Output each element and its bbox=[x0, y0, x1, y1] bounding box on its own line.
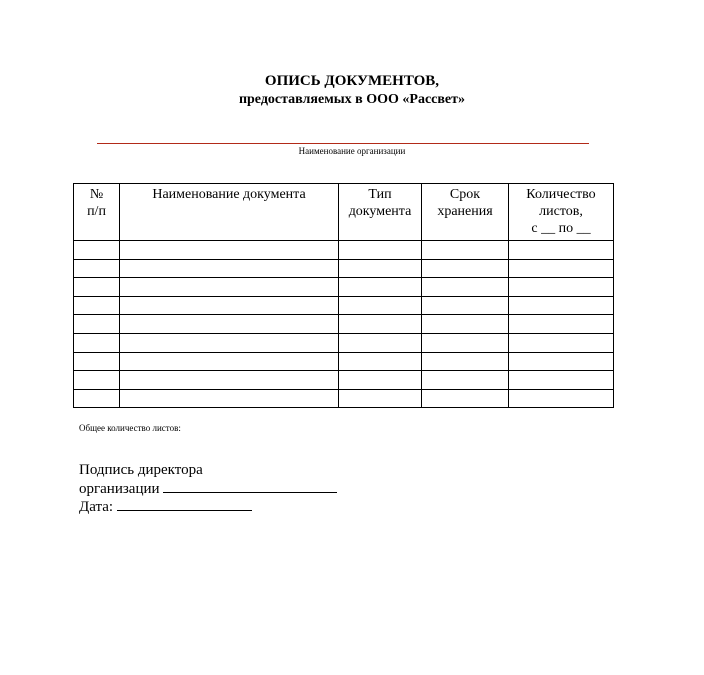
table-cell[interactable] bbox=[120, 259, 339, 278]
table-cell[interactable] bbox=[339, 278, 422, 297]
column-header-document-name: Наименование документа bbox=[120, 184, 339, 241]
organization-label: организации bbox=[79, 481, 160, 497]
table-cell[interactable] bbox=[509, 352, 614, 371]
date-label: Дата: bbox=[79, 499, 114, 515]
table-cell[interactable] bbox=[509, 259, 614, 278]
table-row bbox=[74, 259, 614, 278]
table-cell[interactable] bbox=[509, 315, 614, 334]
table-cell[interactable] bbox=[339, 333, 422, 352]
table-cell[interactable] bbox=[120, 333, 339, 352]
table-cell[interactable] bbox=[422, 278, 509, 297]
table-cell[interactable] bbox=[509, 296, 614, 315]
table-cell[interactable] bbox=[339, 371, 422, 390]
table-cell[interactable] bbox=[74, 371, 120, 390]
table-cell[interactable] bbox=[339, 315, 422, 334]
column-header-storage-period: Срок хранения bbox=[422, 184, 509, 241]
table-cell[interactable] bbox=[74, 389, 120, 408]
table-cell[interactable] bbox=[74, 241, 120, 260]
table-cell[interactable] bbox=[509, 371, 614, 390]
column-header-sheet-count: Количество листов, с __ по __ bbox=[509, 184, 614, 241]
table-cell[interactable] bbox=[422, 352, 509, 371]
table-cell[interactable] bbox=[74, 315, 120, 334]
table-cell[interactable] bbox=[509, 278, 614, 297]
table-cell[interactable] bbox=[339, 352, 422, 371]
table-row bbox=[74, 389, 614, 408]
column-header-document-type: Тип документа bbox=[339, 184, 422, 241]
director-signature-label: Подпись директора bbox=[79, 462, 203, 478]
table-cell[interactable] bbox=[422, 315, 509, 334]
organization-name-line[interactable] bbox=[97, 143, 589, 144]
table-cell[interactable] bbox=[120, 315, 339, 334]
table-cell[interactable] bbox=[74, 278, 120, 297]
table-row bbox=[74, 371, 614, 390]
signature-field[interactable] bbox=[163, 480, 337, 493]
table-row bbox=[74, 315, 614, 334]
table-header-row bbox=[74, 184, 614, 241]
documents-table bbox=[73, 183, 614, 408]
table-row bbox=[74, 241, 614, 260]
table-cell[interactable] bbox=[74, 259, 120, 278]
table-row bbox=[74, 352, 614, 371]
table-row bbox=[74, 296, 614, 315]
table-cell[interactable] bbox=[74, 333, 120, 352]
table-row bbox=[74, 278, 614, 297]
table-cell[interactable] bbox=[120, 241, 339, 260]
table-cell[interactable] bbox=[74, 352, 120, 371]
table-cell[interactable] bbox=[339, 241, 422, 260]
table-row bbox=[74, 333, 614, 352]
table-cell[interactable] bbox=[509, 333, 614, 352]
table-cell[interactable] bbox=[422, 333, 509, 352]
column-header-number: № п/п bbox=[74, 184, 120, 241]
document-subtitle: предоставляемых в ООО «Рассвет» bbox=[238, 92, 466, 107]
date-field[interactable] bbox=[117, 498, 252, 511]
table-cell[interactable] bbox=[120, 296, 339, 315]
table-cell[interactable] bbox=[120, 371, 339, 390]
table-cell[interactable] bbox=[120, 278, 339, 297]
table-cell[interactable] bbox=[509, 241, 614, 260]
table-cell[interactable] bbox=[422, 296, 509, 315]
table-cell[interactable] bbox=[422, 259, 509, 278]
table-cell[interactable] bbox=[339, 259, 422, 278]
table-cell[interactable] bbox=[339, 389, 422, 408]
table-cell[interactable] bbox=[422, 389, 509, 408]
organization-name-caption: Наименование организации bbox=[298, 146, 406, 156]
total-sheets-label: Общее количество листов: bbox=[79, 423, 181, 433]
document-title: ОПИСЬ ДОКУМЕНТОВ, bbox=[264, 73, 440, 89]
table-cell[interactable] bbox=[120, 352, 339, 371]
table-cell[interactable] bbox=[339, 296, 422, 315]
signature-line bbox=[79, 480, 337, 498]
date-line bbox=[79, 498, 252, 516]
table-cell[interactable] bbox=[422, 241, 509, 260]
table-cell[interactable] bbox=[509, 389, 614, 408]
table-cell[interactable] bbox=[422, 371, 509, 390]
table-cell[interactable] bbox=[74, 296, 120, 315]
table-cell[interactable] bbox=[120, 389, 339, 408]
